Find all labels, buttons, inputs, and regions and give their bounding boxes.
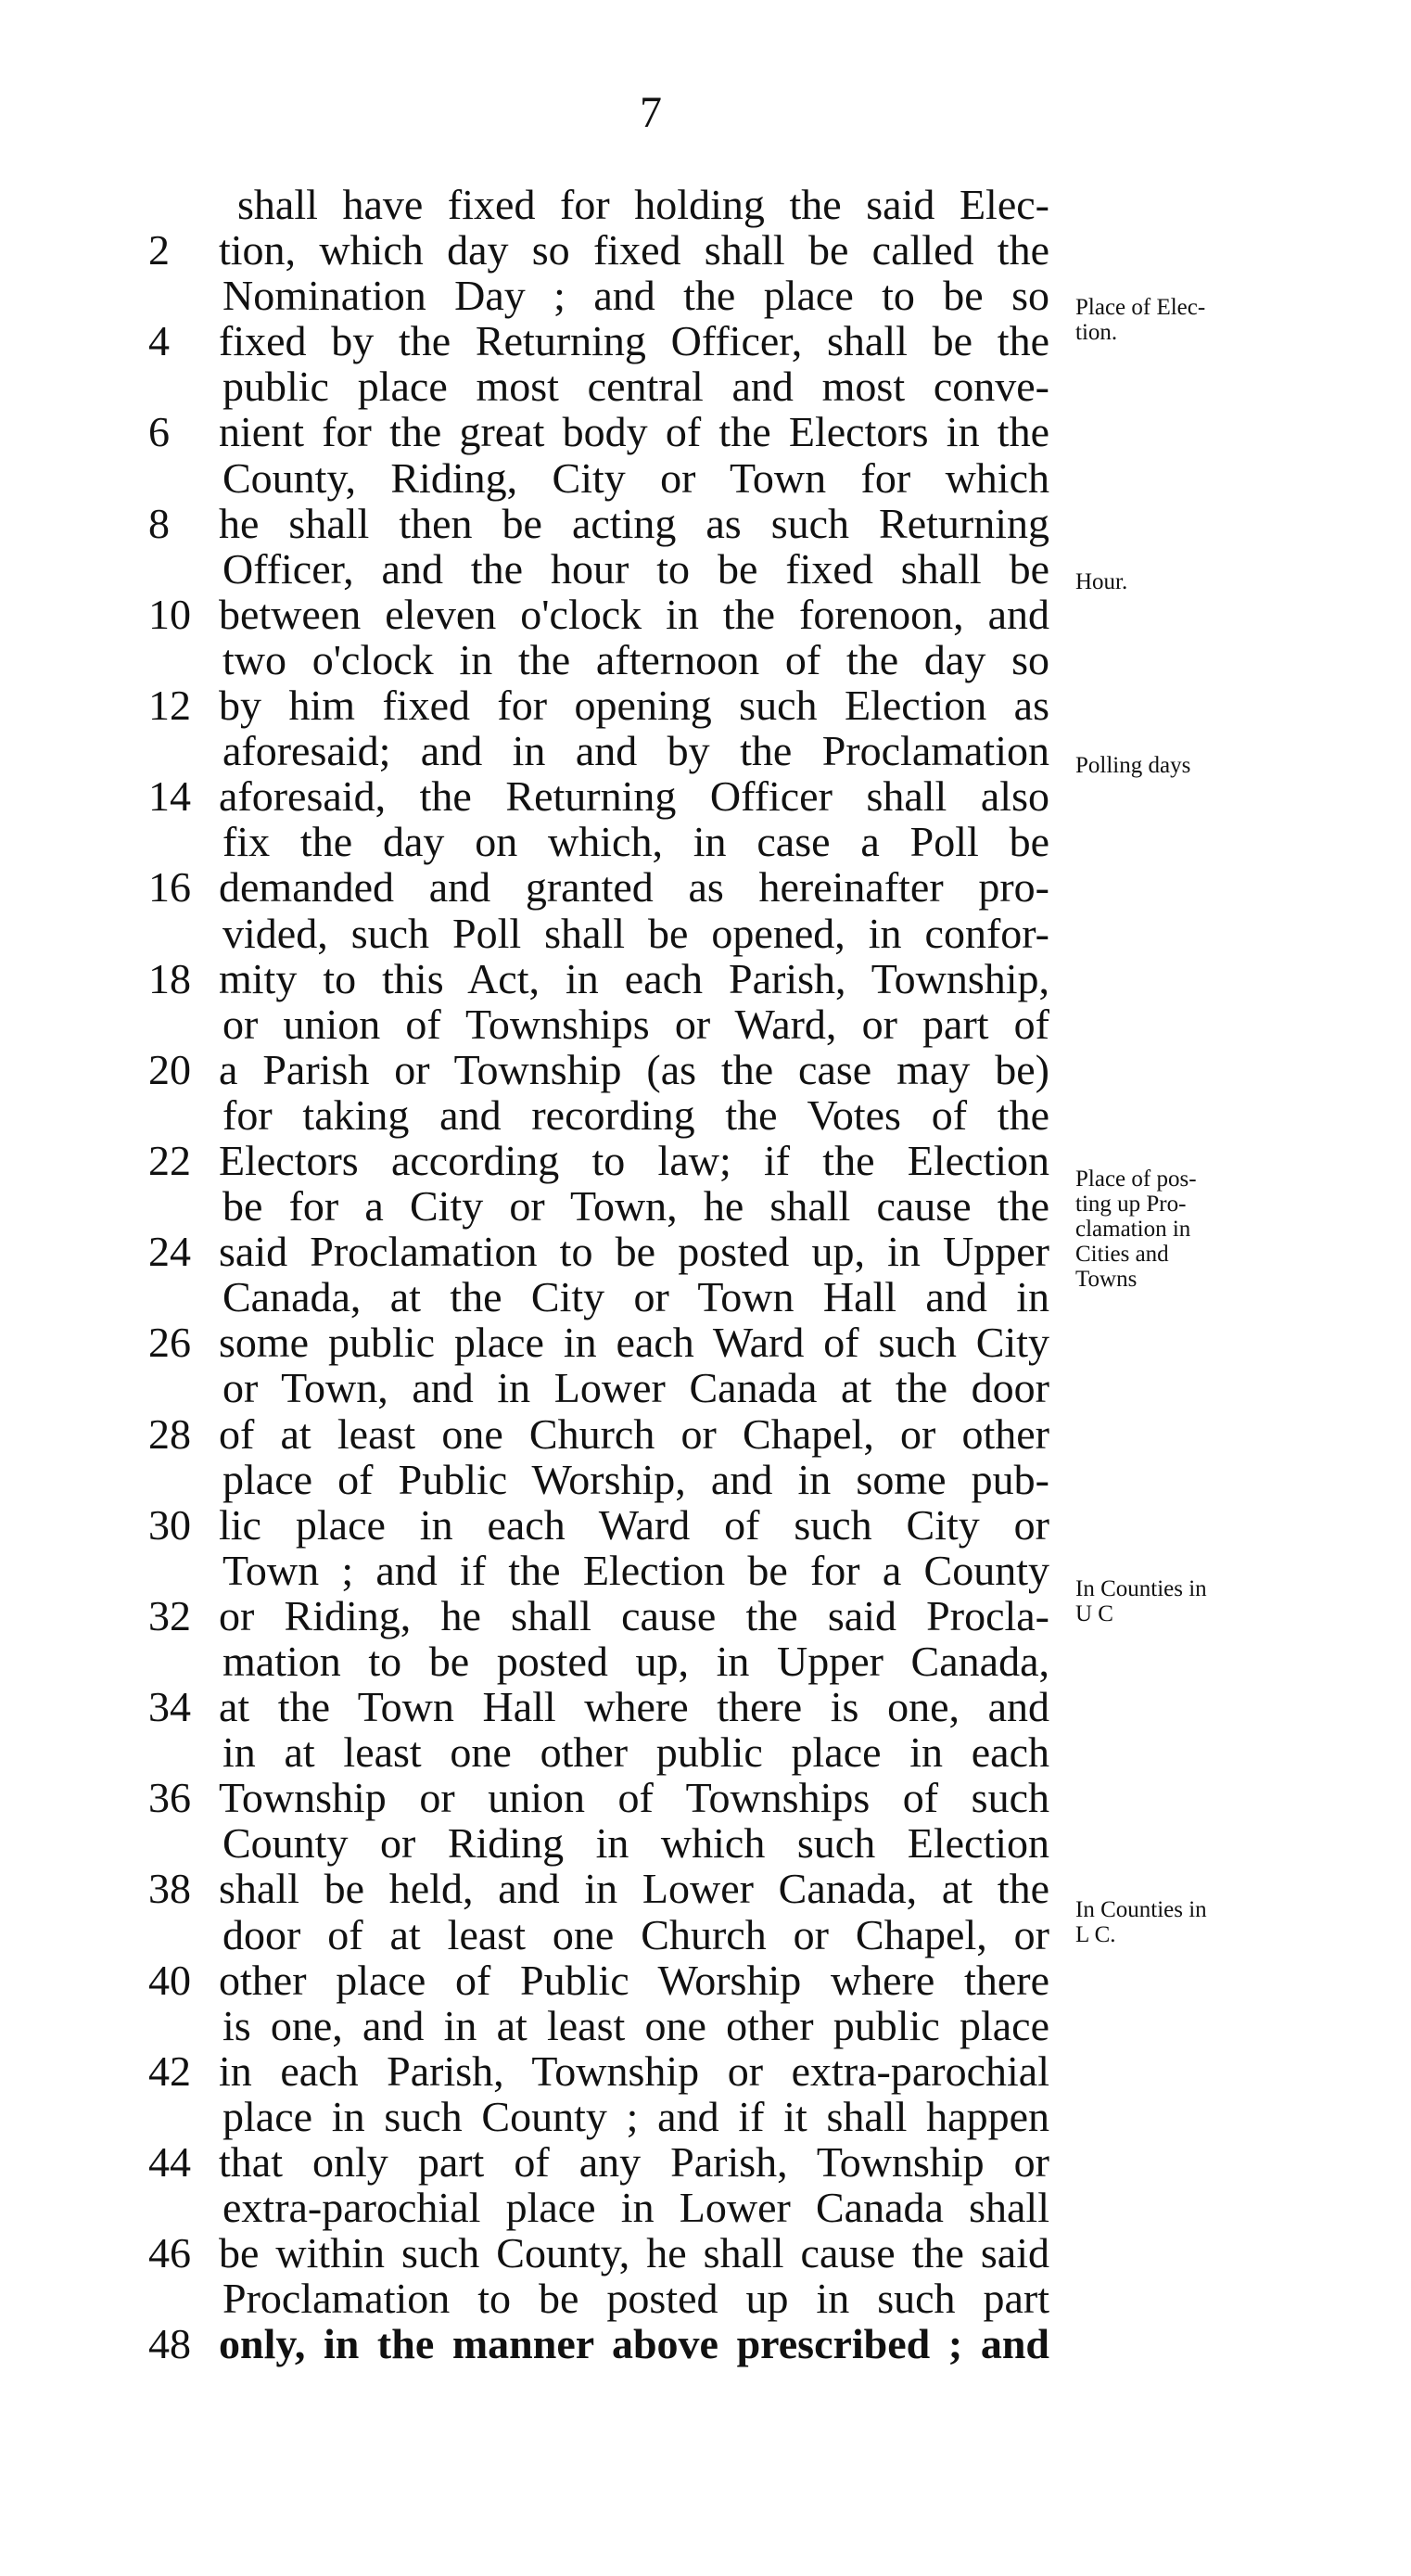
text-line [148, 1411, 1057, 1457]
text-line [148, 592, 1057, 637]
text-line [148, 2094, 1057, 2139]
line-text: in each Parish, Township or extra-parochial [219, 2047, 1049, 2095]
text-line [148, 1593, 1057, 1639]
line-text: be for a City or Town, he shall cause the [222, 1182, 1049, 1231]
line-number: 10 [148, 590, 191, 638]
line-text: or union of Townships or Ward, or part of [222, 1000, 1049, 1048]
line-number: 44 [148, 2138, 191, 2187]
margin-note-posting-cities-towns: Place of pos- ting up Pro- clamation in Cities and Towns [1075, 1167, 1197, 1292]
text-line [148, 318, 1057, 363]
line-number: 36 [148, 1774, 191, 1822]
text-line [148, 682, 1057, 728]
line-text: demanded and granted as hereinafter pro- [219, 863, 1049, 912]
line-text: tion, which day so fixed shall be called the [219, 226, 1049, 274]
line-text: Officer, and the hour to be fixed shall be [222, 544, 1049, 593]
body-text [148, 182, 1057, 2367]
text-line [148, 1047, 1057, 1092]
text-line [148, 455, 1057, 501]
margin-note-counties-lc: In Counties in L C. [1075, 1897, 1207, 1947]
text-line [148, 1457, 1057, 1502]
text-line [148, 1912, 1057, 1958]
line-text: Electors according to law; if the Election [219, 1136, 1049, 1184]
line-number: 48 [148, 2320, 191, 2368]
text-line [148, 363, 1057, 409]
line-number: 18 [148, 954, 191, 1002]
line-text: place in such County ; and if it shall happen [222, 2092, 1049, 2140]
line-text: aforesaid, the Returning Officer shall also [219, 772, 1049, 821]
text-line [148, 409, 1057, 454]
text-line [148, 1639, 1057, 1684]
line-text: two o'clock in the afternoon of the day so [222, 635, 1049, 683]
line-number: 40 [148, 1956, 191, 2004]
line-text: is one, and in at least one other public place [222, 2001, 1049, 2049]
line-text: door of at least one Church or Chapel, or [222, 1910, 1049, 1958]
margin-note-place-of-election: Place of Elec- tion. [1075, 295, 1206, 345]
line-number: 46 [148, 2229, 191, 2277]
line-text: Nomination Day ; and the place to be so [222, 272, 1049, 320]
line-text: Proclamation to be posted up in such part [222, 2275, 1049, 2323]
margin-note-polling-days: Polling days [1075, 753, 1191, 778]
text-line [148, 2048, 1057, 2094]
line-text: public place most central and most conve- [222, 363, 1049, 411]
text-line [148, 1866, 1057, 1911]
text-line [148, 1729, 1057, 1775]
text-line [148, 864, 1057, 910]
text-line [148, 182, 1057, 227]
text-line [148, 1684, 1057, 1729]
line-number: 6 [148, 408, 170, 456]
line-text: of at least one Church or Chapel, or other [219, 1409, 1049, 1458]
line-text: be within such County, he shall cause the said [219, 2229, 1049, 2277]
line-text: some public place in each Ward of such City [219, 1319, 1049, 1367]
line-number: 22 [148, 1136, 191, 1184]
text-line [148, 1183, 1057, 1229]
text-line [148, 1548, 1057, 1593]
text-line [148, 1958, 1057, 2003]
line-text: for taking and recording the Votes of the [222, 1090, 1049, 1139]
line-text: place of Public Worship, and in some pub- [222, 1455, 1049, 1503]
text-line [148, 2139, 1057, 2185]
text-line [148, 1001, 1057, 1047]
text-line [148, 2230, 1057, 2276]
line-text: he shall then be acting as such Returning [219, 499, 1049, 547]
line-number: 20 [148, 1045, 191, 1093]
text-line [148, 1320, 1057, 1365]
line-number: 28 [148, 1409, 191, 1458]
text-line [148, 2003, 1057, 2048]
text-line [148, 273, 1057, 318]
line-number: 42 [148, 2047, 191, 2095]
text-line [148, 501, 1057, 546]
line-number: 12 [148, 682, 191, 730]
text-line [148, 2276, 1057, 2321]
line-number: 34 [148, 1683, 191, 1731]
text-line [148, 819, 1057, 864]
line-text: Canada, at the City or Town Hall and in [222, 1273, 1049, 1321]
text-line [148, 1502, 1057, 1548]
line-text: said Proclamation to be posted up, in Upper [219, 1228, 1049, 1276]
line-number: 16 [148, 863, 191, 912]
line-text: in at least one other public place in each [222, 1728, 1049, 1777]
line-number: 26 [148, 1319, 191, 1367]
line-number: 24 [148, 1228, 191, 1276]
text-line [148, 546, 1057, 592]
line-text: extra-parochial place in Lower Canada shall [222, 2184, 1049, 2232]
line-text: County, Riding, City or Town for which [222, 453, 1049, 502]
text-line [148, 1138, 1057, 1183]
line-text: mity to this Act, in each Parish, Township, [219, 954, 1049, 1002]
line-text: aforesaid; and in and by the Proclamation [222, 727, 1049, 775]
line-text: shall be held, and in Lower Canada, at the [219, 1865, 1049, 1913]
line-text: County or Riding in which such Election [222, 1819, 1049, 1868]
line-text: mation to be posted up, in Upper Canada, [222, 1638, 1049, 1685]
text-line [148, 956, 1057, 1001]
text-line [148, 1092, 1057, 1138]
line-text: shall have fixed for holding the said Elec- [237, 181, 1049, 228]
line-text: nient for the great body of the Electors in the [219, 408, 1049, 456]
text-line [148, 1820, 1057, 1866]
line-number: 8 [148, 499, 170, 547]
text-line [148, 1365, 1057, 1410]
line-text: or Town, and in Lower Canada at the door [222, 1364, 1049, 1412]
line-text: lic place in each Ward of such City or [219, 1500, 1049, 1549]
text-line [148, 637, 1057, 682]
line-text: Township or union of Townships of such [219, 1774, 1049, 1822]
line-number: 30 [148, 1500, 191, 1549]
line-text: at the Town Hall where there is one, and [219, 1683, 1049, 1731]
margin-note-counties-uc: In Counties in U C [1075, 1576, 1207, 1626]
text-line [148, 728, 1057, 773]
text-line [148, 2321, 1057, 2366]
text-line [148, 1274, 1057, 1320]
line-text: that only part of any Parish, Township or [219, 2138, 1049, 2187]
text-line [148, 773, 1057, 819]
text-line [148, 227, 1057, 273]
line-text: a Parish or Township (as the case may be) [219, 1045, 1049, 1093]
line-number: 4 [148, 317, 170, 365]
line-number: 2 [148, 226, 170, 274]
line-number: 32 [148, 1591, 191, 1639]
page-number: 7 [640, 88, 662, 137]
line-text: by him fixed for opening such Election as [219, 682, 1049, 730]
line-text: between eleven o'clock in the forenoon, and [219, 590, 1049, 638]
margin-note-hour: Hour. [1075, 569, 1128, 594]
text-line [148, 911, 1057, 956]
line-text: Town ; and if the Election be for a County [222, 1546, 1049, 1594]
line-text: other place of Public Worship where there [219, 1956, 1049, 2004]
line-text: fixed by the Returning Officer, shall be the [219, 317, 1049, 365]
line-text: vided, such Poll shall be opened, in confor- [222, 909, 1049, 957]
line-text: or Riding, he shall cause the said Procla- [219, 1591, 1049, 1639]
text-line [148, 2185, 1057, 2230]
line-text: only, in the manner above prescribed ; and [219, 2320, 1049, 2368]
line-number: 14 [148, 772, 191, 821]
line-number: 38 [148, 1865, 191, 1913]
line-text: fix the day on which, in case a Poll be [222, 818, 1049, 866]
text-line [148, 1775, 1057, 1820]
text-line [148, 1229, 1057, 1274]
